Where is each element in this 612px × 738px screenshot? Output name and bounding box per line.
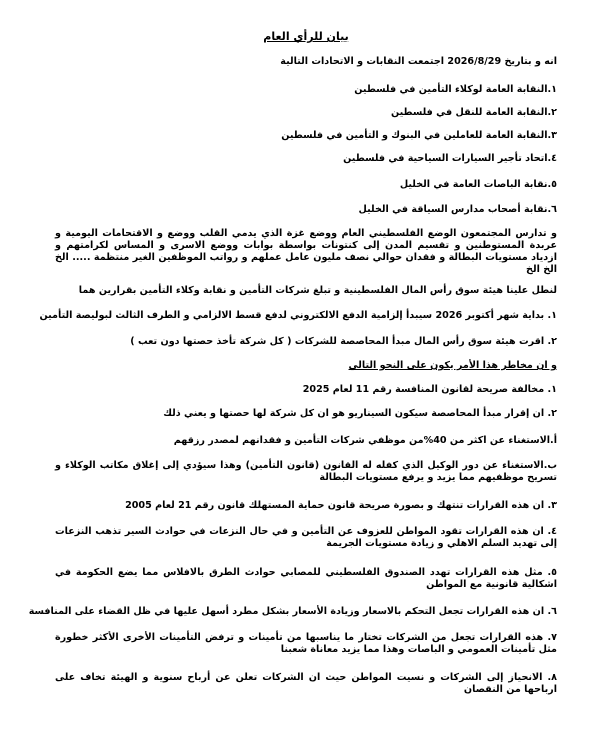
risk-item: ٣. ان هذه القرارات تنتهك و بصورة صريحة قانون حماية المستهلك قانون رقم 21 لعام 2005: [125, 500, 557, 511]
intro-line: انه و بتاريخ 2026/8/29 اجتمعت النقابات و الاتحادات التالية: [280, 56, 557, 67]
union-item: ٥.نقابة الباصات العامة في الخليل: [399, 179, 557, 190]
risk-item: ٧. هذه القرارات تجعل من الشركات تختار ما يناسبها من تأمينات و ترفض التأمينات الأخرى الأكثر خطورة مثل تأمينات العمومي و الباصات وهذا مما يزيد معاناة شعبنا: [55, 632, 557, 655]
union-item: ١.النقابة العامة لوكلاء التأمين في فلسطين: [354, 84, 557, 95]
risk-item: ٦. ان هذه القرارات تجعل التحكم بالاسعار وزيادة الأسعار بشكل مطرد أسهل عليها في ظل القضاء على المنافسة: [28, 606, 557, 617]
risk-item: ٢. ان إقرار مبدأ المحاصصة سيكون السيناريو هو ان كل شركة لها حصتها و يعني ذلك: [163, 408, 557, 419]
risk-item: ١. مخالفة صريحة لقانون المنافسة رقم 11 لعام 2025: [302, 384, 557, 395]
union-item: ٦.نقابة أصحاب مدارس السياقة في الخليل: [358, 204, 557, 215]
decision-item: ١. بداية شهر أكتوبر 2026 سيبدأ إلزامية الدفع الالكتروني لدفع قسط الالزامي و الطرف الثالث لبوليصة التأمين: [39, 310, 557, 321]
statement-title: بيان للرأي العام: [263, 30, 349, 43]
decision-item: ٢. اقرت هيئة سوق رأس المال مبدأ المحاصصة للشركات ( كل شركة تأخذ حصتها دون تعب ): [130, 336, 557, 347]
union-item: ٣.النقابة العامة للعاملين في البنوك و التأمين في فلسطين: [281, 130, 557, 141]
surprise-line: لنطل علينا هيئة سوق رأس المال الفلسطينية و تبلغ شركات التأمين و نقابة وكلاء التأمين بقرارين هما: [78, 285, 557, 296]
risk-item: ٨. الانحياز إلى الشركات و نسيت المواطن حيث ان الشركات تعلن عن أرباح سنوية و الهيئة تخاف على ارباحها من النقصان: [55, 672, 557, 695]
union-item: ٤.اتحاد تأجير السيارات السياحية في فلسطين: [343, 153, 557, 164]
union-item: ٢.النقابة العامة للنقل في فلسطين: [390, 107, 557, 118]
risks-heading: و ان مخاطر هذا الأمر يكون على النحو التالي: [348, 360, 557, 371]
risk-item: ب.الاستغناء عن دور الوكيل الذي كفله له القانون (قانون التأمين) وهذا سيؤدي إلى إغلاق مكاتب الوكلاء و تسريح موظفيهم مما يزيد و يرفع مستويات البطالة: [55, 460, 557, 483]
risk-item: ٥. مثل هذه القرارات تهدد الصندوق الفلسطيني للمصابي حوادث الطرق بالافلاس مما يضع الحكومة في اشكالية قانونية مع المواطن: [55, 567, 557, 590]
risk-item: أ.الاستغناء عن اكثر من 40%من موظفي شركات التأمين و فقدانهم لمصدر رزقهم: [173, 435, 557, 446]
context-paragraph: و تدارس المجتمعون الوضع الفلسطيني العام ووضع غزة الذي يدمي القلب ووضع و الاقتحامات اليومية و عربدة المستوطنين و تقسيم المدن إلى كنتونات بواسطة بوابات ووضع الاسرى و المساس لكرامتهم و ازدياد مستويات البطالة و فقدان حوالي نصف مليون عامل عملهم و رواتب الموظفين الغير منتظمة ..... الخ الخ الخ: [55, 228, 557, 275]
risk-item: ٤. ان هذه القرارات تقود المواطن للعزوف عن التأمين و في حال النزعات في حوادث السير تذهب النزعات إلى تهديد السلم الاهلي و زيادة مستويات الجريمة: [55, 526, 557, 549]
